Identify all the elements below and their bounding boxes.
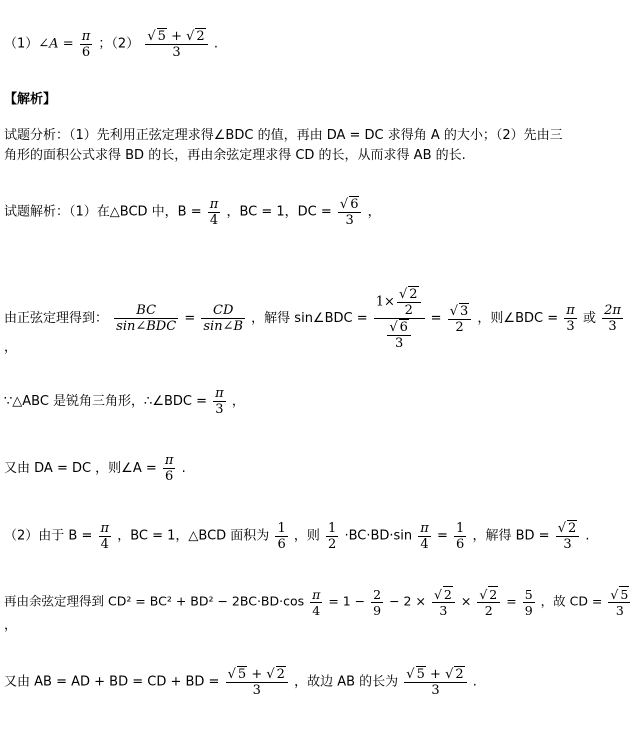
solution-2-result: $\frac{√ 3}{2}$ <box>448 303 472 335</box>
solution-6-fraction-6: $\frac{√ 5}{3}$ <box>608 586 630 618</box>
solution-5-fraction-2: $\frac{1}{6}$ <box>277 520 286 552</box>
answer-end: . <box>213 36 218 52</box>
solution-1-fraction-b: $\frac{\pi}{4}$ <box>209 196 219 228</box>
analysis-heading: 【解析】 <box>4 92 57 107</box>
answer-line <box>4 28 218 60</box>
solution-4-fraction: $\frac{\pi}{6}$ <box>164 453 174 484</box>
solution-2-fraction-2: $\frac{CD}{\sin\angle B}$ <box>203 303 244 334</box>
solution-1-fraction-dc: $\frac{√ 6}{3}$ <box>338 196 362 228</box>
solution-2-fraction-1: $\frac{BC}{\text{sin∠BDC}}$ <box>116 303 177 334</box>
solution-7-prefix: 又由 AB = AD + BD = CD + BD = <box>4 674 220 690</box>
solution-5-fraction-5: $\frac{1}{6}$ <box>456 520 465 552</box>
solution-line-5 <box>4 520 590 552</box>
solution-5-mid2: ，则 <box>293 528 320 544</box>
solution-line-7 <box>4 666 477 698</box>
solution-6-fraction-5: $\frac{5}{9}$ <box>524 586 533 618</box>
solution-6-comma: ， <box>4 618 18 633</box>
answer-part1-fraction: $\frac{\pi}{6}$ <box>81 28 91 60</box>
solution-2-comma: ， <box>4 340 18 355</box>
analysis-line-1: 试题分析：（1）先利用正弦定理求得∠BDC 的值，再由 DA = DC 求得角 A 的大小；（2）先由三 <box>4 128 563 143</box>
solution-1-mid: ，BC = 1，DC = <box>226 204 332 220</box>
solution-6-prefix: 再由余弦定理得到 CD² = BC² + BD² − 2BC·BD·cos <box>4 593 305 609</box>
solution-5-eq: = <box>436 528 448 544</box>
solution-6-fraction-4: $\frac{√ 2}{2}$ <box>477 586 500 618</box>
solution-6-times: × <box>460 593 472 609</box>
solution-6-fraction-1: $\frac{\pi}{4}$ <box>312 586 321 618</box>
solution-5-fraction-1: $\frac{\pi}{4}$ <box>100 520 110 552</box>
solution-5-prefix: （2）由于 B = <box>4 528 93 544</box>
solution-6-mid1: = 1 − <box>328 593 366 609</box>
solution-5-fraction-6: $\frac{√ 2}{3}$ <box>556 520 580 552</box>
solution-3-end: ， <box>231 394 245 409</box>
solution-3-fraction: $\frac{\pi}{3}$ <box>215 386 224 417</box>
solution-line-3 <box>4 386 245 417</box>
solution-line-6 <box>4 586 630 618</box>
solution-2-complex-fraction: 1× $\frac{√ 2}{2}$ $\frac{√ 6}{3}$ <box>374 286 425 351</box>
solution-2-eq2: = <box>430 311 442 326</box>
answer-part2-fraction: $\frac{√ 5 + √ 2}{3}$ <box>145 28 207 60</box>
solution-1-end: ， <box>367 204 381 220</box>
solution-2-or: 或 <box>582 311 596 326</box>
solution-5-fraction-4: $\frac{\pi}{4}$ <box>420 520 429 552</box>
solution-5-end: . <box>585 528 590 544</box>
solution-1-prefix: 试题解析：（1）在△BCD 中，B = <box>4 204 202 220</box>
solution-6-fraction-2: $\frac{2}{9}$ <box>373 586 382 618</box>
solution-5-mid4: ，解得 BD = <box>472 528 550 544</box>
solution-2-mid: ，解得 sin∠BDC = <box>251 311 368 326</box>
solution-5-fraction-3: $\frac{1}{2}$ <box>328 520 337 552</box>
solution-line-4 <box>4 453 186 484</box>
solution-2-angle-a: $\frac{\pi}{3}$ <box>566 303 575 334</box>
solution-5-mid3: ·BC·BD·sin <box>344 528 413 544</box>
solution-2-prefix: 由正弦定理得到： <box>4 311 109 326</box>
solution-4-prefix: 又由 DA = DC ，则∠A = <box>4 461 157 476</box>
solution-7-fraction-1: $\frac{√ 5 + √ 2}{3}$ <box>226 666 288 698</box>
solution-2-angle-b: $\frac{2\pi}{3}$ <box>604 303 621 334</box>
solution-3-prefix: ∵△ABC 是锐角三角形，∴∠BDC = <box>4 394 208 409</box>
solution-6-eq: = <box>506 593 517 609</box>
solution-6-fraction-3: $\frac{√ 2}{3}$ <box>432 586 455 618</box>
solution-7-end: . <box>472 674 477 690</box>
answer-separator: ；（2） <box>98 36 140 52</box>
solution-6-mid2: − 2 × <box>389 593 426 609</box>
solution-5-mid1: ，BC = 1，△BCD 面积为 <box>117 528 270 544</box>
solution-7-fraction-2: $\frac{√ 5 + √ 2}{3}$ <box>404 666 466 698</box>
solution-line-2 <box>4 286 625 351</box>
solution-7-mid: ，故边 AB 的长为 <box>294 674 399 690</box>
solution-2-eq: = <box>184 311 196 326</box>
solution-4-end: . <box>181 461 186 476</box>
answer-part1-label: （1） <box>4 36 39 52</box>
analysis-line-2: 角形的面积公式求得 BD 的长，再由余弦定理求得 CD 的长，从而求得 AB 的长. <box>4 148 466 163</box>
solution-2-then: ，则∠BDC = <box>477 311 559 326</box>
answer-part1-expr: ∠A = <box>38 36 74 52</box>
solution-line-1 <box>4 196 381 228</box>
solution-6-mid3: ，故 CD = <box>540 593 603 609</box>
